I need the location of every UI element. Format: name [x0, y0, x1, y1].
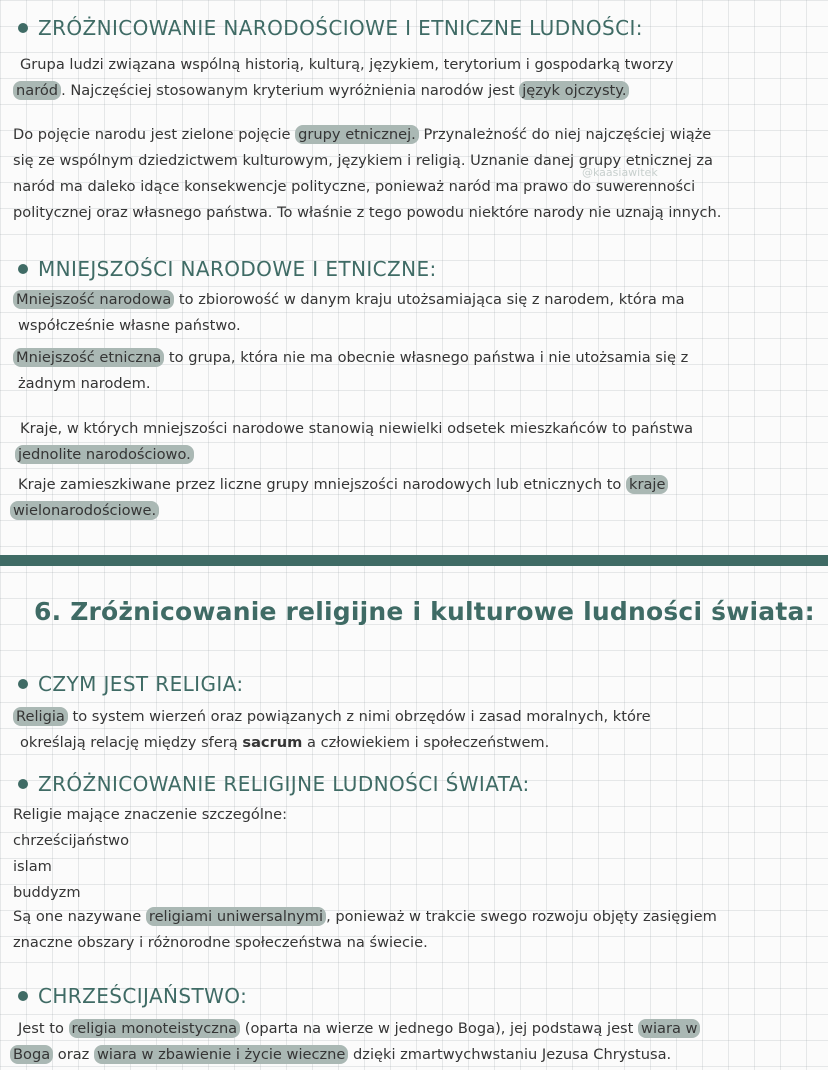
paragraph-universal-line1: Są one nazywane religiami uniwersalnymi , ponieważ w trakcie swego rozwoju objęty zasięgiem: [13, 908, 717, 925]
paragraph-uniform-line1: Kraje, w których mniejszości narodowe stanowią niewielki odsetek mieszkańców to państwa: [20, 420, 694, 437]
highlight-term: Religia: [13, 707, 68, 726]
section-heading-minorities: MNIEJSZOŚCI NARODOWE I ETNICZNE:: [18, 257, 437, 281]
paragraph-ethnic-line1: Do pojęcie narodu jest zielone pojęcie grupy etnicznej. Przynależność do niej najczęściej wiąże: [13, 126, 712, 143]
watermark: @kaasiawitek: [582, 166, 658, 179]
highlight-term: Mniejszość etniczna: [13, 348, 164, 367]
paragraph-ethnic-minority-line1: Mniejszość etniczna to grupa, która nie ma obecnie własnego państwa i nie utożsamia się z: [13, 345, 688, 371]
paragraph-nation-line2: naród . Najczęściej stosowanym kryterium wyróżnienia narodów jest język ojczysty.: [13, 78, 629, 104]
section-heading-religion: CZYM JEST RELIGIA:: [18, 672, 244, 696]
list-item-religion: chrześcijaństwo: [13, 832, 130, 849]
paragraph-national-minority-line1: Mniejszość narodowa to zbiorowość w danym kraju utożsamiająca się z narodem, która ma: [13, 287, 685, 313]
highlight-term: jednolite narodościowo.: [15, 445, 194, 464]
paragraph-ethnic-line4: politycznej oraz własnego państwa. To właśnie z tego powodu niektóre narody nie uznają innych.: [13, 204, 722, 221]
section-heading-nationality: ZRÓŻNICOWANIE NARODOŚCIOWE I ETNICZNE LUDNOŚCI:: [18, 16, 643, 40]
paragraph-uniform-line2: [15, 442, 194, 468]
highlight-term: język ojczysty.: [519, 81, 629, 100]
bullet-icon: [18, 991, 28, 1001]
paragraph-religions-intro: Religie mające znaczenie szczególne:: [13, 806, 288, 823]
paragraph-universal-line2: znaczne obszary i różnorodne społeczeństwa na świecie.: [13, 934, 428, 951]
bullet-icon: [18, 264, 28, 274]
highlight-term: kraje: [626, 475, 668, 494]
paragraph-multinational-line2: [10, 498, 159, 524]
paragraph-nation-line1: Grupa ludzi związana wspólną historią, kulturą, językiem, terytorium i gospodarką tworzy: [20, 56, 674, 73]
bullet-icon: [18, 779, 28, 789]
section-divider: [0, 555, 828, 566]
paragraph-christianity-line2: Boga oraz wiara w zbawienie i życie wieczne dzięki zmartwychwstaniu Jezusa Chrystusa.: [10, 1042, 671, 1068]
paragraph-ethnic-line2: się ze wspólnym dziedzictwem kulturowym, językiem i religią. Uznanie danej grupy etnicznej za: [13, 152, 714, 169]
section-heading-religious-diversity: ZRÓŻNICOWANIE RELIGIJNE LUDNOŚCI ŚWIATA:: [18, 772, 530, 796]
paragraph-national-minority-line2: współcześnie własne państwo.: [18, 317, 241, 334]
highlight-term: religiami uniwersalnymi: [146, 907, 326, 926]
paragraph-religion-line2: określają relację między sferą sacrum a człowiekiem i społeczeństwem.: [20, 734, 550, 751]
highlight-term: grupy etnicznej.: [295, 125, 419, 144]
highlight-term: wiara w: [638, 1019, 700, 1038]
bullet-icon: [18, 679, 28, 689]
section-heading-christianity: CHRZEŚCIJAŃSTWO:: [18, 984, 247, 1008]
paragraph-religion-line1: Religia to system wierzeń oraz powiązanych z nimi obrzędów i zasad moralnych, które: [13, 704, 651, 730]
highlight-term: Mniejszość narodowa: [13, 290, 174, 309]
list-item-religion: islam: [13, 858, 52, 875]
highlight-term: naród: [13, 81, 61, 100]
chapter-title: 6. Zróżnicowanie religijne i kulturowe ludności świata:: [34, 597, 815, 626]
highlight-term: Boga: [10, 1045, 53, 1064]
highlight-term: wiara w zbawienie i życie wieczne: [94, 1045, 348, 1064]
paragraph-ethnic-line3: naród ma daleko idące konsekwencje polityczne, ponieważ naród ma prawo do suwerenności: [13, 178, 696, 195]
highlight-term: wielonarodościowe.: [10, 501, 159, 520]
paragraph-christianity-line1: Jest to religia monoteistyczna (oparta na wierze w jednego Boga), jej podstawą jest wiara w: [18, 1016, 700, 1042]
bullet-icon: [18, 23, 28, 33]
paragraph-ethnic-minority-line2: żadnym narodem.: [18, 375, 151, 392]
list-item-religion: buddyzm: [13, 884, 81, 901]
paragraph-multinational-line1: Kraje zamieszkiwane przez liczne grupy mniejszości narodowych lub etnicznych to kraje: [18, 472, 668, 498]
highlight-term: religia monoteistyczna: [69, 1019, 241, 1038]
